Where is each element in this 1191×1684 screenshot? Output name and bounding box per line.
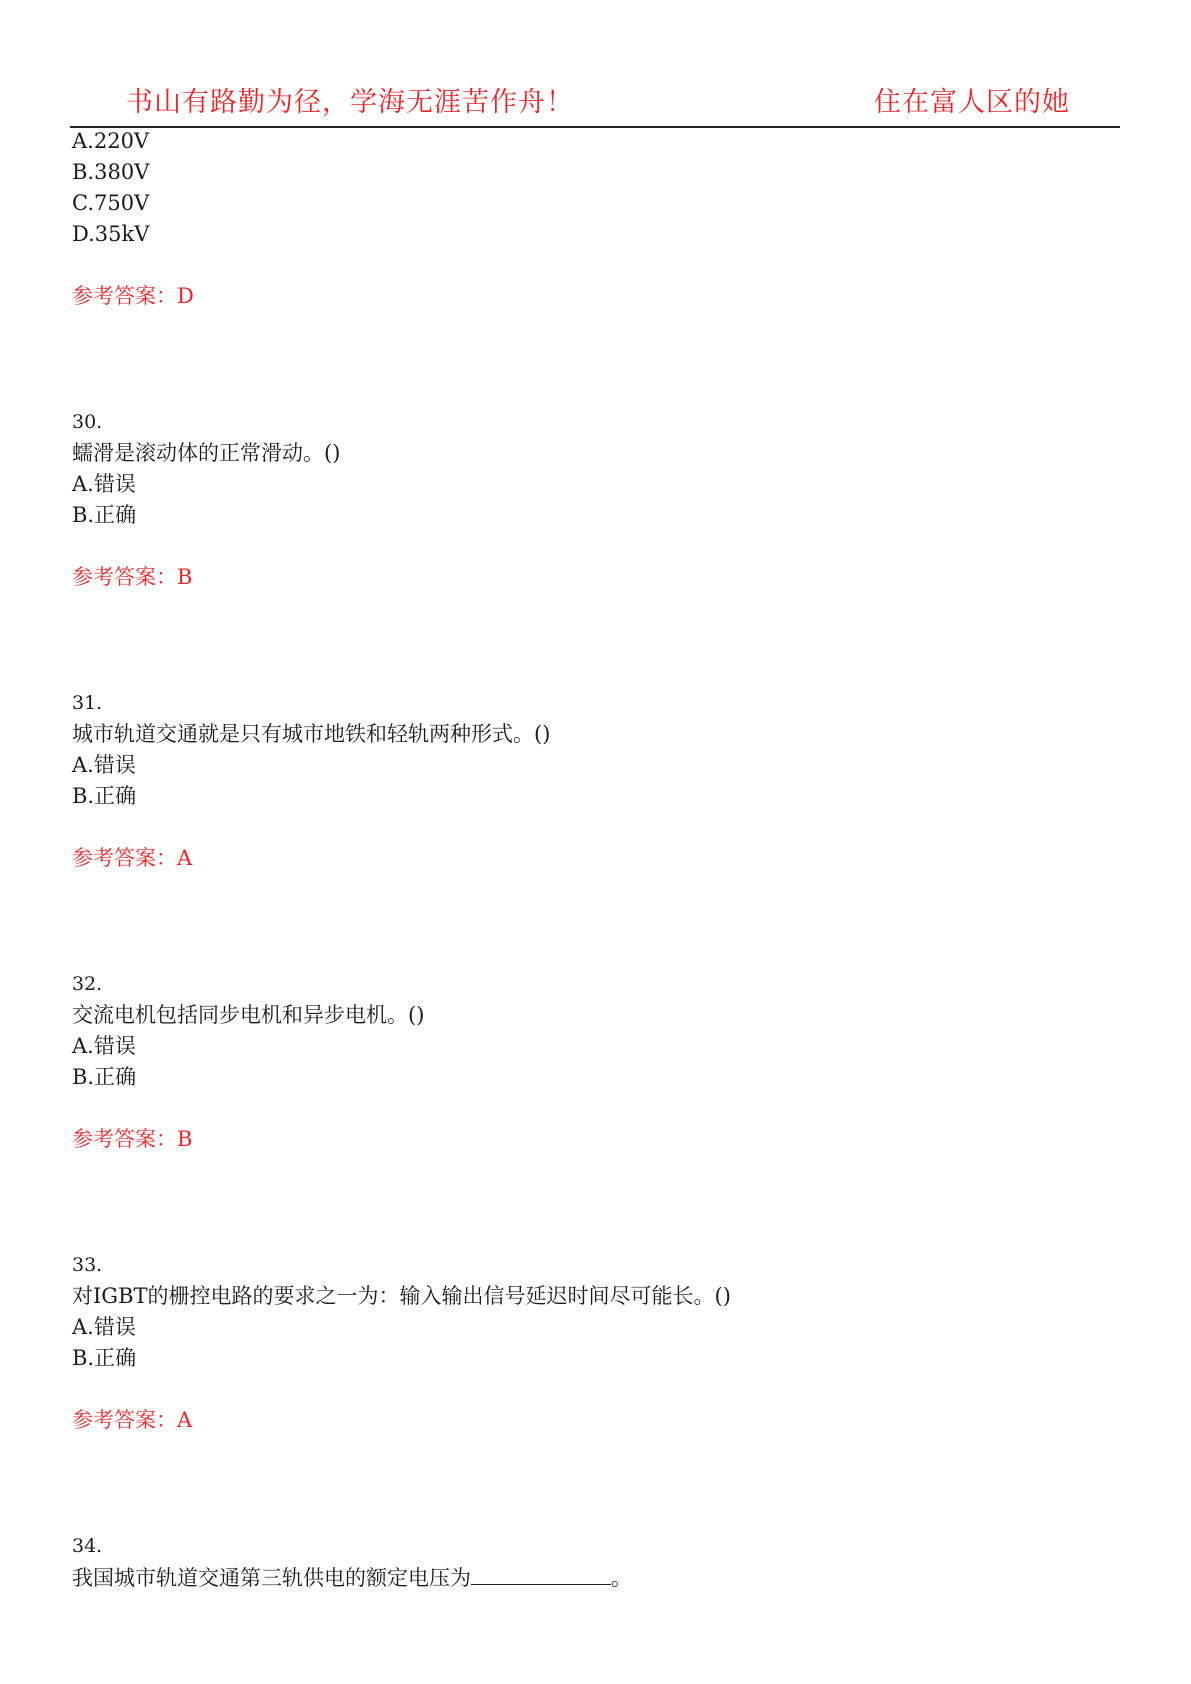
question-33 bbox=[72, 1250, 1112, 1436]
question-text: 对IGBT的栅控电路的要求之一为：输入输出信号延迟时间尽可能长。() bbox=[72, 1284, 731, 1308]
question-text-before: 我国城市轨道交通第三轨供电的额定电压为 bbox=[72, 1566, 471, 1590]
question-34 bbox=[72, 1531, 1112, 1593]
reference-answer: 参考答案：A bbox=[72, 1408, 193, 1432]
option-d: D.35kV bbox=[72, 222, 150, 246]
question-31 bbox=[72, 688, 1112, 874]
option-b: B.正确 bbox=[72, 784, 137, 808]
option-b: B.正确 bbox=[72, 1065, 137, 1089]
option-b: B.380V bbox=[72, 160, 150, 184]
header-author: 住在富人区的她 bbox=[874, 87, 1070, 118]
reference-answer: 参考答案：B bbox=[72, 1127, 193, 1151]
option-a: A.220V bbox=[72, 129, 150, 153]
question-text: 蠕滑是滚动体的正常滑动。() bbox=[72, 441, 341, 465]
page-header bbox=[70, 80, 1120, 128]
reference-answer: 参考答案：A bbox=[72, 846, 193, 870]
option-a: A.错误 bbox=[72, 1034, 136, 1058]
option-a: A.错误 bbox=[72, 1315, 136, 1339]
question-29-tail bbox=[72, 126, 1112, 312]
question-content bbox=[72, 126, 1112, 1593]
question-number: 31. bbox=[72, 692, 103, 714]
question-text bbox=[72, 1562, 1112, 1593]
option-c: C.750V bbox=[72, 191, 150, 215]
question-32 bbox=[72, 969, 1112, 1155]
option-b: B.正确 bbox=[72, 503, 137, 527]
option-a: A.错误 bbox=[72, 753, 136, 777]
question-number: 33. bbox=[72, 1254, 103, 1276]
fill-in-blank bbox=[471, 1562, 611, 1585]
question-text: 城市轨道交通就是只有城市地铁和轻轨两种形式。() bbox=[72, 722, 551, 746]
question-30 bbox=[72, 407, 1112, 593]
question-number: 32. bbox=[72, 973, 103, 995]
question-text-after: 。 bbox=[611, 1566, 632, 1590]
option-b: B.正确 bbox=[72, 1346, 137, 1370]
reference-answer: 参考答案：D bbox=[72, 284, 194, 308]
question-number: 34. bbox=[72, 1535, 103, 1557]
question-number: 30. bbox=[72, 411, 103, 433]
header-motto: 书山有路勤为径，学海无涯苦作舟！ bbox=[126, 87, 574, 118]
option-a: A.错误 bbox=[72, 472, 136, 496]
question-text: 交流电机包括同步电机和异步电机。() bbox=[72, 1003, 425, 1027]
reference-answer: 参考答案：B bbox=[72, 565, 193, 589]
